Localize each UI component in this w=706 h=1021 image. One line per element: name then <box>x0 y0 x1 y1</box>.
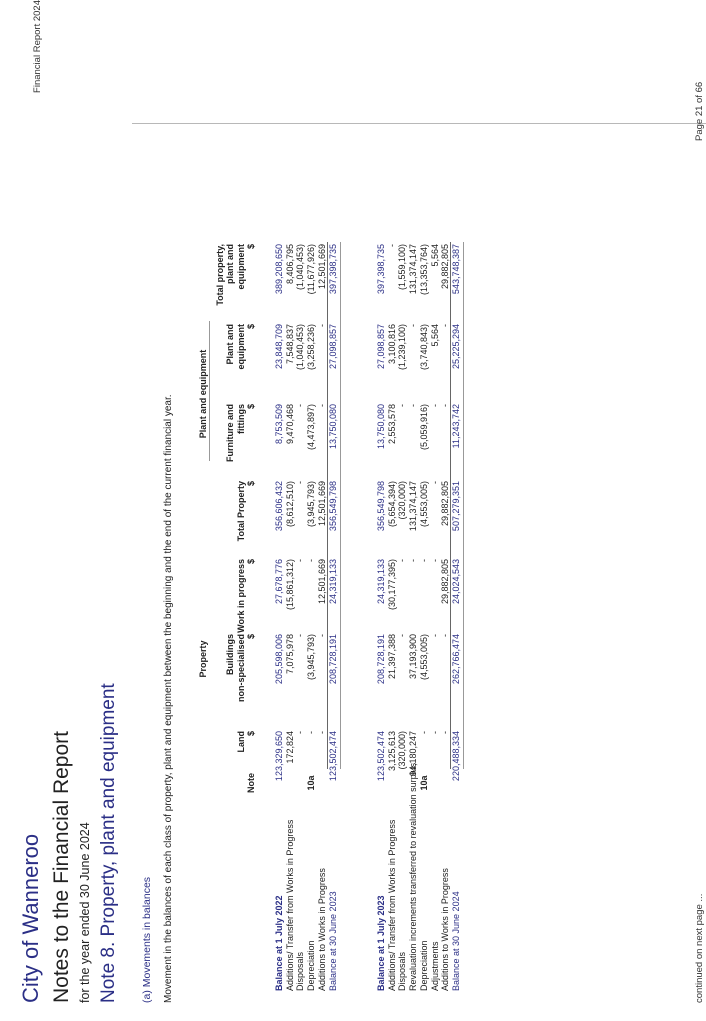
cell-value: 29,882,805 <box>440 244 451 290</box>
cell-value: (1,559,100) <box>397 244 408 291</box>
column-header: $ <box>246 244 256 250</box>
cell-value: 13,750,080 <box>376 404 386 450</box>
cell-value: 5,564 <box>429 324 440 347</box>
cell-value: (11,677,926) <box>306 244 317 295</box>
column-header: equipment <box>235 244 246 290</box>
organisation-name: City of Wanneroo <box>18 833 43 1003</box>
row-note: 10a <box>306 775 317 791</box>
cell-value: (3,945,793) <box>306 634 317 681</box>
cell-value: 27,098,857 <box>376 324 386 370</box>
row-label: Additions/ Transfer from Works in Progress <box>386 819 397 991</box>
cell-value: 356,606,432 <box>274 481 284 532</box>
total-rule-top <box>450 242 451 769</box>
column-header: Plant and <box>225 324 235 365</box>
cell-value: (3,945,793) <box>306 481 317 528</box>
cell-value: 7,075,978 <box>284 634 295 675</box>
cell-value: 12,501,669 <box>316 559 327 605</box>
cell-value: (5,059,916) <box>418 404 429 451</box>
cell-value: 389,208,650 <box>274 244 284 295</box>
row-note: 10a <box>418 775 429 791</box>
row-label: Additions to Works in Progress <box>440 868 451 991</box>
column-header: $ <box>246 324 256 330</box>
row-label: Depreciation <box>418 940 429 991</box>
cell-value: (1,239,100) <box>397 324 408 371</box>
cell-value: - <box>316 404 327 407</box>
row-label: Additions/ Transfer from Works in Progress <box>284 819 295 991</box>
cell-value: - <box>429 404 440 407</box>
cell-value: - <box>295 559 306 562</box>
cell-value: 123,502,474 <box>376 731 386 782</box>
group-header-rule <box>209 321 210 461</box>
cell-value: (3,258,236) <box>306 324 317 371</box>
column-header: Total property, <box>214 244 225 306</box>
cell-value: - <box>295 404 306 407</box>
cell-value: 25,225,294 <box>450 324 461 370</box>
cell-value: 397,398,735 <box>327 244 338 295</box>
row-label: Balance at 1 July 2022 <box>274 895 284 991</box>
cell-value: (1,040,453) <box>295 244 306 291</box>
cell-value: - <box>429 559 440 562</box>
row-label: Additions to Works in Progress <box>316 868 327 991</box>
column-header: non-specialised <box>235 634 246 703</box>
cell-value: 123,502,474 <box>327 731 338 782</box>
total-rule-top <box>327 242 328 769</box>
cell-value: - <box>440 404 451 407</box>
cell-value: 24,319,133 <box>376 559 386 605</box>
cell-value: 24,319,133 <box>327 559 338 605</box>
cell-value: 21,397,388 <box>386 634 397 680</box>
row-label: Revaluation increments transferred to revaluation surplus <box>408 762 419 991</box>
column-header: $ <box>246 481 256 487</box>
cell-value: - <box>429 731 440 734</box>
cell-value: 123,329,650 <box>274 731 284 782</box>
cell-value: 397,398,735 <box>376 244 386 295</box>
cell-value: 208,728,191 <box>327 634 338 685</box>
cell-value: 262,766,474 <box>450 634 461 685</box>
cell-value: - <box>440 731 451 734</box>
cell-value: 208,728,191 <box>376 634 386 685</box>
group-header-plant: Plant and equipment <box>198 349 208 439</box>
cell-value: 11,243,742 <box>450 404 461 449</box>
cell-value: - <box>306 731 317 734</box>
row-label: Disposals <box>397 951 408 991</box>
report-subtitle: for the year ended 30 June 2024 <box>78 822 92 1003</box>
column-header: Work in progress <box>235 559 246 633</box>
cell-value: 356,549,798 <box>376 481 386 532</box>
group-header-property: Property <box>198 640 208 678</box>
cell-value: - <box>316 731 327 734</box>
cell-value: (320,000) <box>397 481 408 520</box>
row-label: Adjustments <box>429 941 440 991</box>
column-header: fittings <box>235 404 246 434</box>
cell-value: 27,678,776 <box>274 559 284 605</box>
cell-value: (13,353,764) <box>418 244 429 296</box>
cell-value: 94,180,247 <box>408 731 419 777</box>
column-header: $ <box>246 731 256 737</box>
cell-value: - <box>440 324 451 327</box>
cell-value: - <box>408 404 419 407</box>
total-rule-bottom <box>463 242 464 769</box>
cell-value: - <box>418 559 429 562</box>
cell-value: - <box>306 559 317 562</box>
cell-value: - <box>408 559 419 562</box>
column-header: plant and <box>225 244 235 284</box>
cell-value: - <box>440 634 451 637</box>
cell-value: 29,882,805 <box>440 481 451 527</box>
cell-value: (30,177,395) <box>386 559 397 611</box>
row-label: Balance at 30 June 2023 <box>327 891 338 991</box>
cell-value: - <box>429 634 440 637</box>
cell-value: 8,753,509 <box>274 404 284 445</box>
cell-value: 12,501,669 <box>316 481 327 527</box>
cell-value: 205,598,006 <box>274 634 284 685</box>
cell-value: - <box>295 634 306 637</box>
column-header: $ <box>246 404 256 410</box>
cell-value: 24,024,543 <box>450 559 461 605</box>
cell-value: - <box>295 731 306 734</box>
cell-value: (3,740,843) <box>418 324 429 371</box>
section-heading: (a) Movements in balances <box>141 876 153 1003</box>
cell-value: (4,473,897) <box>306 404 317 451</box>
cell-value: - <box>316 634 327 637</box>
cell-value: - <box>397 559 408 562</box>
cell-value: 5,564 <box>429 244 440 267</box>
cell-value: 543,748,387 <box>450 244 461 295</box>
cell-value: (4,553,005) <box>418 634 429 681</box>
cell-value: - <box>386 244 397 247</box>
column-header: equipment <box>235 324 246 370</box>
cell-value: 356,549,798 <box>327 481 338 532</box>
row-label: Depreciation <box>306 940 317 991</box>
column-header: Buildings <box>225 634 235 675</box>
cell-value: 3,100,816 <box>386 324 397 365</box>
cell-value: - <box>295 481 306 484</box>
cell-value: (15,861,312) <box>284 559 295 611</box>
cell-value: (320,000) <box>397 731 408 770</box>
cell-value: 2,553,578 <box>386 404 397 445</box>
cell-value: (1,040,453) <box>295 324 306 371</box>
cell-value: 131,374,147 <box>408 481 419 532</box>
cell-value: - <box>397 634 408 637</box>
cell-value: 29,882,805 <box>440 559 451 605</box>
cell-value: - <box>418 731 429 734</box>
cell-value: 9,470,468 <box>284 404 295 445</box>
report-title: Notes to the Financial Report <box>50 731 73 1003</box>
cell-value: 23,848,709 <box>274 324 284 370</box>
cell-value: - <box>316 324 327 327</box>
cell-value: 172,824 <box>284 731 295 764</box>
continued-note: continued on next page ... <box>694 893 705 1003</box>
column-header: Land <box>235 731 246 753</box>
cell-value: 37,193,900 <box>408 634 419 680</box>
cell-value: 13,750,080 <box>327 404 338 450</box>
cell-value: 8,406,795 <box>284 244 295 285</box>
row-label: Disposals <box>295 951 306 991</box>
cell-value: 27,098,857 <box>327 324 338 370</box>
cell-value: 220,488,334 <box>450 731 461 782</box>
cell-value: 7,548,837 <box>284 324 295 365</box>
cell-value: (5,654,394) <box>386 481 397 528</box>
header-divider <box>132 123 706 124</box>
row-label: Balance at 1 July 2023 <box>376 895 386 991</box>
column-header: Note <box>246 773 256 793</box>
column-header: $ <box>246 559 256 565</box>
column-header: Total Property <box>235 481 246 542</box>
report-label: Financial Report 2024 <box>32 0 43 93</box>
cell-value: 131,374,147 <box>408 244 419 295</box>
row-label: Balance at 30 June 2024 <box>450 891 461 991</box>
column-header: Furniture and <box>225 404 235 462</box>
section-description: Movement in the balances of each class of property, plant and equipment between the beginning and the end of the current financial year. <box>163 394 174 1003</box>
cell-value: 3,125,613 <box>386 731 397 772</box>
cell-value: - <box>429 481 440 484</box>
note-title: Note 8. Property, plant and equipment <box>98 683 119 1003</box>
cell-value: 12,501,669 <box>316 244 327 290</box>
cell-value: (8,612,510) <box>284 481 295 528</box>
page-number: Page 21 of 66 <box>694 81 705 141</box>
column-header: $ <box>246 634 256 640</box>
cell-value: - <box>397 404 408 407</box>
cell-value: - <box>408 324 419 327</box>
cell-value: (4,553,005) <box>418 481 429 528</box>
cell-value: 507,279,351 <box>450 481 461 532</box>
total-rule-bottom <box>340 242 341 769</box>
